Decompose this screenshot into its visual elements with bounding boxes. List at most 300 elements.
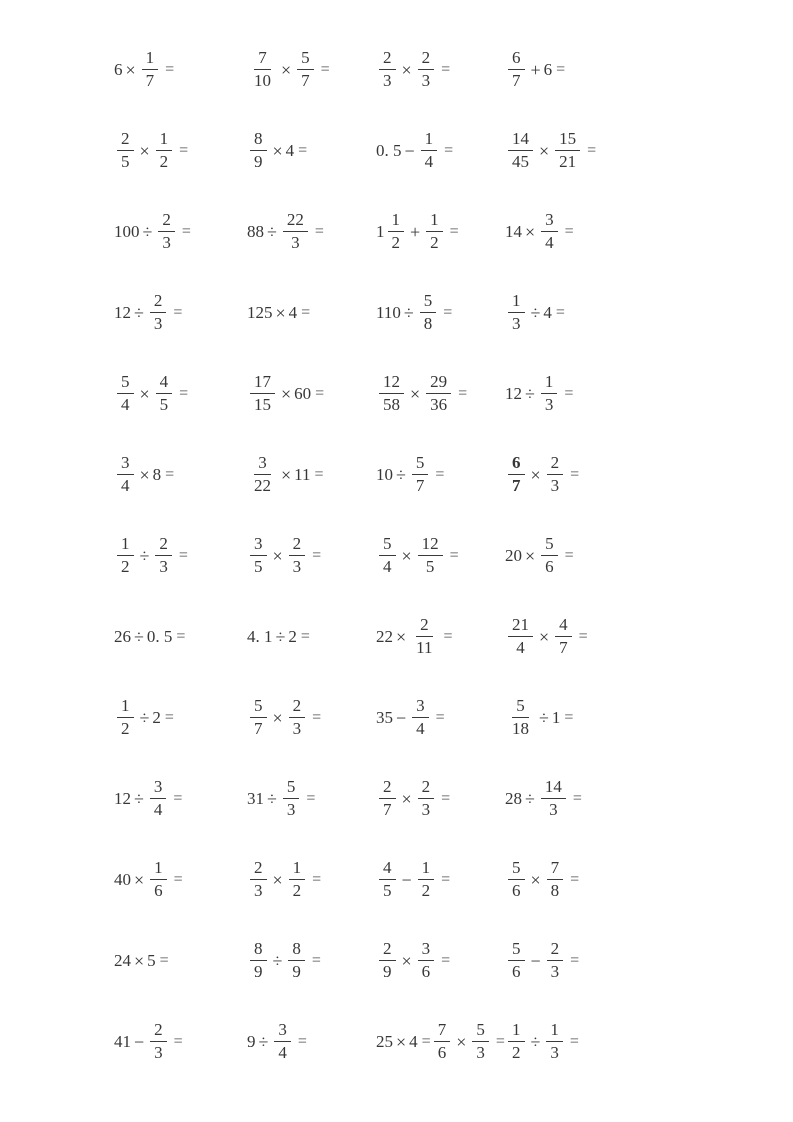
equals-sign: = bbox=[441, 870, 451, 888]
number: 12 bbox=[114, 303, 131, 322]
fraction bbox=[117, 535, 134, 576]
math-problem bbox=[487, 211, 614, 252]
fraction bbox=[288, 940, 305, 981]
number: 1 bbox=[376, 222, 385, 241]
operator: × bbox=[272, 869, 283, 890]
fraction-numerator: 21 bbox=[508, 616, 533, 637]
worksheet-row bbox=[106, 758, 614, 839]
equals-sign: = bbox=[449, 546, 459, 564]
operator: + bbox=[530, 59, 541, 80]
fraction-numerator: 2 bbox=[379, 49, 396, 70]
worksheet-row bbox=[106, 920, 614, 1001]
math-problem bbox=[360, 211, 487, 252]
operator: ÷ bbox=[530, 302, 541, 323]
worksheet-row bbox=[106, 29, 614, 110]
number: 100 bbox=[114, 222, 140, 241]
worksheet-row bbox=[106, 434, 614, 515]
equals-sign: = bbox=[443, 627, 453, 645]
operator: × bbox=[530, 464, 541, 485]
fraction bbox=[379, 778, 396, 819]
fraction bbox=[412, 616, 436, 657]
equals-sign: = bbox=[441, 789, 451, 807]
fraction-numerator: 7 bbox=[254, 49, 271, 70]
math-problem bbox=[360, 292, 487, 333]
equals-sign: = bbox=[173, 789, 183, 807]
fraction bbox=[150, 859, 167, 900]
fraction-numerator: 5 bbox=[508, 859, 525, 880]
fraction-denominator: 8 bbox=[423, 314, 433, 333]
fraction-denominator: 7 bbox=[383, 800, 392, 819]
fraction bbox=[418, 940, 435, 981]
fraction bbox=[150, 1021, 167, 1062]
operator: ÷ bbox=[139, 545, 150, 566]
fraction-numerator: 1 bbox=[418, 859, 435, 880]
equals-sign: = bbox=[441, 60, 451, 78]
fraction bbox=[508, 940, 525, 981]
math-problem bbox=[106, 697, 233, 738]
fraction bbox=[156, 373, 173, 414]
math-problem bbox=[106, 535, 233, 576]
number: 40 bbox=[114, 870, 131, 889]
number: 11 bbox=[294, 465, 311, 484]
math-problem bbox=[233, 49, 360, 90]
fraction-denominator: 4 bbox=[545, 233, 554, 252]
math-problem bbox=[233, 130, 360, 171]
number: 41 bbox=[114, 1032, 131, 1051]
equals-sign: = bbox=[176, 627, 186, 645]
fraction-denominator: 3 bbox=[286, 800, 296, 819]
number: 0. 5 bbox=[376, 141, 402, 160]
fraction bbox=[508, 1021, 525, 1062]
number: 125 bbox=[247, 303, 273, 322]
operator: × bbox=[396, 1031, 407, 1052]
fraction-denominator: 22 bbox=[254, 476, 271, 495]
equals-sign: = bbox=[159, 951, 169, 969]
fraction-numerator: 2 bbox=[289, 697, 306, 718]
equals-sign: = bbox=[421, 1032, 431, 1050]
fraction bbox=[379, 535, 396, 576]
equals-sign: = bbox=[556, 60, 566, 78]
number: 4 bbox=[409, 1032, 418, 1051]
equals-sign: = bbox=[297, 1032, 307, 1050]
equals-sign: = bbox=[570, 465, 580, 483]
math-problem bbox=[233, 454, 360, 495]
number: 31 bbox=[247, 789, 264, 808]
fraction-numerator: 3 bbox=[117, 454, 134, 475]
fraction-denominator: 3 bbox=[254, 881, 263, 900]
fraction bbox=[418, 49, 435, 90]
worksheet-row bbox=[106, 515, 614, 596]
fraction-denominator: 3 bbox=[549, 800, 558, 819]
fraction bbox=[117, 454, 134, 495]
fraction bbox=[379, 49, 396, 90]
worksheet-row bbox=[106, 191, 614, 272]
fraction-denominator: 9 bbox=[292, 962, 301, 981]
fraction-numerator: 8 bbox=[288, 940, 305, 961]
math-problem bbox=[360, 454, 487, 495]
number: 110 bbox=[376, 303, 401, 322]
worksheet-row bbox=[106, 677, 614, 758]
equals-sign: = bbox=[315, 384, 325, 402]
equals-sign: = bbox=[435, 465, 445, 483]
fraction-numerator: 3 bbox=[412, 697, 429, 718]
fraction-denominator: 5 bbox=[383, 881, 392, 900]
math-problem bbox=[487, 130, 614, 171]
equals-sign: = bbox=[564, 222, 574, 240]
fraction bbox=[426, 373, 451, 414]
math-problem bbox=[233, 628, 360, 646]
operator: × bbox=[272, 140, 283, 161]
fraction bbox=[250, 535, 267, 576]
equals-sign: = bbox=[178, 546, 188, 564]
fraction-numerator: 1 bbox=[117, 535, 134, 556]
fraction-denominator: 2 bbox=[121, 719, 130, 738]
fraction-denominator: 3 bbox=[383, 71, 392, 90]
fraction-denominator: 3 bbox=[421, 71, 431, 90]
fraction-numerator: 2 bbox=[416, 616, 433, 637]
fraction-denominator: 2 bbox=[159, 152, 169, 171]
math-problem bbox=[360, 697, 487, 738]
fraction bbox=[508, 616, 533, 657]
fraction bbox=[250, 940, 267, 981]
fraction-denominator: 6 bbox=[545, 557, 554, 576]
operator: × bbox=[281, 383, 292, 404]
fraction-denominator: 7 bbox=[145, 71, 155, 90]
number: 4 bbox=[543, 303, 552, 322]
operator: ÷ bbox=[134, 626, 144, 647]
fraction bbox=[250, 373, 275, 414]
fraction-numerator: 7 bbox=[434, 1021, 451, 1042]
operator: × bbox=[456, 1031, 467, 1052]
number: 12 bbox=[505, 384, 522, 403]
fraction-numerator: 2 bbox=[547, 940, 564, 961]
fraction-denominator: 15 bbox=[254, 395, 271, 414]
equals-sign: = bbox=[587, 141, 597, 159]
worksheet-row bbox=[106, 839, 614, 920]
fraction-denominator: 4 bbox=[416, 719, 425, 738]
fraction-denominator: 3 bbox=[292, 557, 302, 576]
number: 9 bbox=[247, 1032, 256, 1051]
math-problem bbox=[106, 292, 233, 333]
math-problem bbox=[106, 952, 233, 970]
equals-sign: = bbox=[173, 1032, 183, 1050]
math-problem bbox=[233, 940, 360, 981]
math-problem bbox=[360, 616, 487, 657]
fraction-denominator: 5 bbox=[425, 557, 435, 576]
equals-sign: = bbox=[312, 546, 322, 564]
fraction bbox=[541, 778, 566, 819]
math-problem bbox=[487, 616, 614, 657]
fraction-denominator: 5 bbox=[254, 557, 263, 576]
operator: × bbox=[525, 221, 536, 242]
math-problem bbox=[106, 454, 233, 495]
fraction-numerator: 6 bbox=[508, 454, 525, 475]
math-problem bbox=[487, 778, 614, 819]
number: 0. 5 bbox=[146, 627, 173, 646]
fraction-denominator: 4 bbox=[516, 638, 525, 657]
worksheet-row bbox=[106, 1001, 614, 1082]
equals-sign: = bbox=[578, 627, 588, 645]
number: 8 bbox=[152, 465, 162, 484]
equals-sign: = bbox=[179, 384, 189, 402]
fraction-denominator: 5 bbox=[121, 152, 130, 171]
math-problem bbox=[487, 292, 614, 333]
operator: − bbox=[404, 140, 415, 161]
fraction-denominator: 3 bbox=[544, 395, 554, 414]
fraction-denominator: 4 bbox=[383, 557, 392, 576]
fraction-numerator: 3 bbox=[541, 211, 558, 232]
math-problem bbox=[106, 373, 233, 414]
operator: ÷ bbox=[525, 788, 535, 809]
fraction bbox=[156, 130, 173, 171]
fraction-numerator: 5 bbox=[508, 940, 525, 961]
worksheet-row bbox=[106, 596, 614, 677]
fraction-numerator: 1 bbox=[421, 130, 438, 151]
fraction-denominator: 3 bbox=[550, 1043, 559, 1062]
fraction-denominator: 2 bbox=[391, 233, 400, 252]
fraction-denominator: 45 bbox=[512, 152, 529, 171]
fraction-denominator: 4 bbox=[121, 476, 130, 495]
operator: × bbox=[401, 788, 412, 809]
fraction-denominator: 6 bbox=[437, 1043, 447, 1062]
fraction-denominator: 9 bbox=[254, 152, 263, 171]
equals-sign: = bbox=[441, 951, 451, 969]
operator: − bbox=[396, 707, 407, 728]
fraction-denominator: 7 bbox=[254, 719, 263, 738]
fraction bbox=[508, 859, 525, 900]
fraction-denominator: 7 bbox=[512, 71, 521, 90]
fraction-denominator: 2 bbox=[421, 881, 431, 900]
fraction bbox=[508, 292, 525, 333]
math-problem bbox=[487, 535, 614, 576]
operator: × bbox=[134, 869, 145, 890]
fraction bbox=[508, 49, 525, 90]
fraction-numerator: 5 bbox=[541, 535, 558, 556]
number: 10 bbox=[376, 465, 393, 484]
fraction-numerator: 2 bbox=[117, 130, 134, 151]
fraction-numerator: 4 bbox=[156, 373, 173, 394]
equals-sign: = bbox=[314, 222, 324, 240]
fraction-numerator: 2 bbox=[547, 454, 564, 475]
number: 26 bbox=[114, 627, 131, 646]
worksheet-row bbox=[106, 353, 614, 434]
fraction bbox=[555, 616, 572, 657]
fraction bbox=[283, 211, 308, 252]
math-problem bbox=[360, 130, 487, 171]
fraction-denominator: 6 bbox=[512, 962, 521, 981]
operator: ÷ bbox=[530, 1031, 541, 1052]
fraction-denominator: 7 bbox=[512, 476, 521, 495]
operator: − bbox=[401, 869, 412, 890]
operator: × bbox=[139, 383, 150, 404]
fraction bbox=[117, 697, 134, 738]
fraction-denominator: 2 bbox=[292, 881, 302, 900]
equals-sign: = bbox=[165, 465, 175, 483]
fraction-numerator: 1 bbox=[541, 373, 558, 394]
operator: × bbox=[401, 545, 412, 566]
operator: ÷ bbox=[272, 950, 283, 971]
number: 25 bbox=[376, 1032, 393, 1051]
math-problem bbox=[487, 1021, 614, 1062]
math-problem bbox=[233, 211, 360, 252]
fraction-numerator: 5 bbox=[250, 697, 267, 718]
fraction-numerator: 5 bbox=[117, 373, 134, 394]
equals-sign: = bbox=[570, 870, 580, 888]
equals-sign: = bbox=[300, 627, 310, 645]
fraction-numerator: 14 bbox=[508, 130, 533, 151]
number: 60 bbox=[294, 384, 312, 403]
operator: × bbox=[539, 140, 550, 161]
fraction bbox=[150, 778, 167, 819]
operator: ÷ bbox=[396, 464, 406, 485]
fraction-denominator: 36 bbox=[430, 395, 448, 414]
fraction-denominator: 2 bbox=[430, 233, 439, 252]
math-problem bbox=[360, 49, 487, 90]
fraction-denominator: 7 bbox=[559, 638, 568, 657]
equals-sign: = bbox=[314, 465, 324, 483]
math-problem bbox=[360, 940, 487, 981]
math-problem bbox=[233, 859, 360, 900]
fraction bbox=[541, 211, 558, 252]
fraction-numerator: 22 bbox=[283, 211, 308, 232]
fraction-denominator: 11 bbox=[416, 638, 433, 657]
fraction-numerator: 3 bbox=[274, 1021, 291, 1042]
number: 28 bbox=[505, 789, 522, 808]
operator: − bbox=[530, 950, 541, 971]
number: 4 bbox=[285, 141, 295, 160]
fraction-numerator: 4 bbox=[379, 859, 396, 880]
number: 6 bbox=[114, 60, 123, 79]
math-problem bbox=[233, 1021, 360, 1062]
fraction-numerator: 14 bbox=[541, 778, 566, 799]
operator: ÷ bbox=[539, 707, 549, 728]
operator: × bbox=[281, 59, 292, 80]
fraction bbox=[434, 1021, 451, 1062]
fraction-denominator: 7 bbox=[301, 71, 310, 90]
fraction-denominator: 5 bbox=[159, 395, 169, 414]
operator: × bbox=[401, 59, 412, 80]
equals-sign: = bbox=[173, 303, 183, 321]
fraction-numerator: 5 bbox=[297, 49, 314, 70]
operator: ÷ bbox=[275, 626, 286, 647]
fraction-denominator: 3 bbox=[550, 476, 560, 495]
fraction bbox=[420, 292, 437, 333]
worksheet-row bbox=[106, 272, 614, 353]
fraction-numerator: 2 bbox=[158, 211, 175, 232]
number: 4. 1 bbox=[247, 627, 273, 646]
equals-sign: = bbox=[564, 546, 574, 564]
equals-sign: = bbox=[311, 951, 321, 969]
math-problem bbox=[233, 373, 360, 414]
fraction-numerator: 3 bbox=[418, 940, 435, 961]
fraction bbox=[508, 454, 525, 495]
operator: × bbox=[410, 383, 421, 404]
number: 88 bbox=[247, 222, 264, 241]
fraction-denominator: 8 bbox=[550, 881, 560, 900]
fraction bbox=[555, 130, 580, 171]
fraction bbox=[379, 373, 404, 414]
fraction-numerator: 2 bbox=[250, 859, 267, 880]
fraction bbox=[289, 535, 306, 576]
fraction bbox=[142, 49, 159, 90]
operator: × bbox=[272, 707, 283, 728]
operator: ÷ bbox=[258, 1031, 269, 1052]
fraction bbox=[158, 211, 175, 252]
fraction bbox=[541, 535, 558, 576]
fraction bbox=[150, 292, 167, 333]
math-problem bbox=[106, 130, 233, 171]
fraction bbox=[297, 49, 314, 90]
fraction bbox=[508, 697, 533, 738]
operator: ÷ bbox=[267, 788, 277, 809]
fraction bbox=[418, 859, 435, 900]
number: 4 bbox=[288, 303, 298, 322]
math-problem bbox=[233, 778, 360, 819]
fraction-numerator: 5 bbox=[412, 454, 429, 475]
operator: × bbox=[530, 869, 541, 890]
fraction-denominator: 4 bbox=[424, 152, 434, 171]
equals-sign: = bbox=[444, 141, 454, 159]
math-problem bbox=[487, 454, 614, 495]
fraction bbox=[379, 940, 396, 981]
equals-sign: = bbox=[298, 141, 308, 159]
fraction-denominator: 4 bbox=[121, 395, 130, 414]
math-problem bbox=[487, 940, 614, 981]
fraction bbox=[546, 1021, 563, 1062]
operator: ÷ bbox=[134, 302, 144, 323]
operator: × bbox=[401, 950, 412, 971]
math-problem bbox=[360, 535, 487, 576]
number: 22 bbox=[376, 627, 393, 646]
fraction-numerator: 1 bbox=[156, 130, 173, 151]
math-problem bbox=[360, 373, 487, 414]
number: 2 bbox=[288, 627, 297, 646]
operator: ÷ bbox=[403, 302, 414, 323]
equals-sign: = bbox=[495, 1032, 505, 1050]
operator: × bbox=[275, 302, 286, 323]
fraction bbox=[541, 373, 558, 414]
number: 35 bbox=[376, 708, 393, 727]
math-problem bbox=[233, 304, 360, 322]
number: 2 bbox=[152, 708, 161, 727]
worksheet-body bbox=[106, 29, 614, 1082]
equals-sign: = bbox=[435, 708, 445, 726]
math-problem bbox=[106, 1021, 233, 1062]
fraction-numerator: 1 bbox=[508, 292, 525, 313]
fraction bbox=[274, 1021, 291, 1062]
fraction-numerator: 1 bbox=[142, 49, 159, 70]
math-problem bbox=[360, 778, 487, 819]
fraction-denominator: 10 bbox=[254, 71, 271, 90]
math-problem bbox=[233, 535, 360, 576]
operator: × bbox=[272, 545, 283, 566]
fraction-denominator: 21 bbox=[559, 152, 577, 171]
fraction-numerator: 4 bbox=[555, 616, 572, 637]
fraction-numerator: 2 bbox=[150, 292, 167, 313]
fraction-denominator: 18 bbox=[512, 719, 529, 738]
fraction-numerator: 29 bbox=[426, 373, 451, 394]
math-problem bbox=[487, 697, 614, 738]
fraction-numerator: 5 bbox=[472, 1021, 489, 1042]
math-problem bbox=[106, 49, 233, 90]
number: 14 bbox=[505, 222, 522, 241]
operator: − bbox=[134, 1031, 145, 1052]
fraction-numerator: 1 bbox=[388, 211, 405, 232]
fraction bbox=[418, 778, 435, 819]
fraction-numerator: 6 bbox=[508, 49, 525, 70]
fraction bbox=[508, 130, 533, 171]
equals-sign: = bbox=[572, 789, 582, 807]
